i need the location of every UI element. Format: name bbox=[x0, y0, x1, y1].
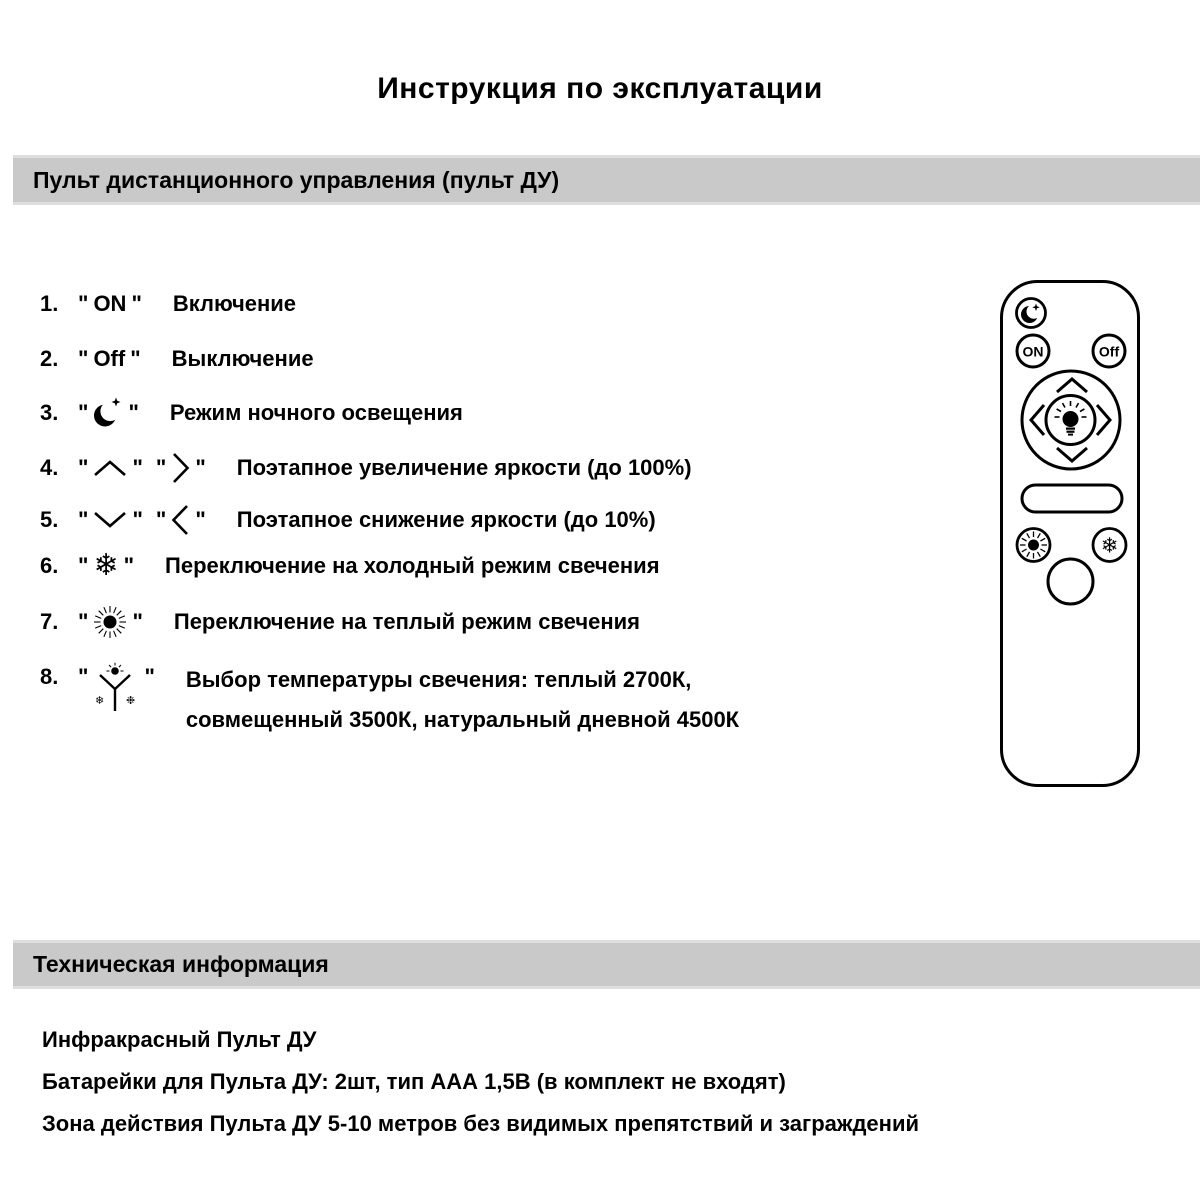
quote-mark: " bbox=[123, 553, 135, 578]
quote-mark: " bbox=[78, 507, 89, 532]
instruction-text-line1: Выбор температуры свечения: теплый 2700К, bbox=[185, 667, 692, 692]
item-number: 6. bbox=[40, 553, 59, 578]
remote-on-button bbox=[1017, 335, 1049, 367]
section-header-remote-label: Пульт дистанционного управления (пульт ДУ) bbox=[33, 166, 560, 193]
instruction-item-5 bbox=[40, 504, 656, 536]
tech-info-line-2: Батарейки для Пульта ДУ: 2шт, тип ААА 1,5В (в комплект не входят) bbox=[42, 1069, 786, 1094]
quote-mark: " bbox=[78, 291, 89, 316]
section-header-remote bbox=[13, 155, 1200, 205]
button-label-on: ON bbox=[93, 291, 127, 316]
quote-mark: " bbox=[130, 346, 141, 371]
chevron-left-icon bbox=[171, 504, 190, 536]
instruction-text-line2: совмещенный 3500К, натуральный дневной 4500К bbox=[185, 707, 740, 732]
item-number: 8. bbox=[40, 664, 59, 689]
remote-dpad bbox=[1022, 371, 1120, 469]
svg-text:Off: Off bbox=[1098, 343, 1120, 360]
remote-warm-mode-button bbox=[1017, 529, 1050, 562]
remote-cold-mode-button bbox=[1093, 529, 1126, 562]
section-header-tech-label: Техническая информация bbox=[33, 951, 329, 977]
instruction-item-6 bbox=[40, 548, 660, 583]
page-title: Инструкция по эксплуатации bbox=[377, 72, 823, 105]
instruction-text bbox=[186, 660, 739, 740]
item-number: 4. bbox=[40, 455, 59, 480]
item-number: 1. bbox=[40, 291, 59, 316]
moon-star-icon bbox=[93, 396, 123, 429]
instruction-text: Поэтапное увеличение яркости (до 100%) bbox=[236, 455, 692, 480]
quote-mark: " bbox=[78, 399, 89, 425]
quote-mark: " bbox=[144, 664, 155, 689]
quote-mark: " bbox=[78, 553, 89, 578]
quote-mark: " bbox=[131, 291, 142, 316]
svg-text:❄: ❄ bbox=[1100, 533, 1119, 558]
remote-round-button bbox=[1048, 559, 1093, 604]
instruction-item-4 bbox=[40, 452, 692, 484]
instruction-text: Включение bbox=[172, 291, 297, 316]
sun-icon bbox=[93, 605, 127, 639]
item-number: 3. bbox=[40, 399, 59, 425]
instruction-text: Переключение на холодный режим свечения bbox=[165, 553, 660, 578]
quote-mark: " bbox=[78, 455, 89, 480]
section-header-tech bbox=[13, 940, 1200, 989]
svg-text:❄: ❄ bbox=[95, 694, 105, 707]
instruction-text: Режим ночного освещения bbox=[169, 399, 463, 425]
instruction-item-1 bbox=[40, 291, 296, 317]
remote-control-illustration bbox=[1000, 280, 1140, 787]
chevron-down-icon bbox=[93, 511, 127, 529]
tech-info-line-3: Зона действия Пульта ДУ 5-10 метров без видимых препятствий и заграждений bbox=[42, 1111, 920, 1136]
remote-pill-button bbox=[1022, 485, 1122, 512]
item-number: 5. bbox=[40, 507, 59, 532]
quote-mark: " bbox=[195, 455, 206, 480]
instruction-text: Переключение на теплый режим свечения bbox=[173, 609, 641, 634]
quote-mark: " bbox=[78, 609, 89, 634]
item-number: 2. bbox=[40, 346, 59, 371]
quote-mark: " bbox=[128, 399, 139, 425]
instruction-item-7 bbox=[40, 605, 640, 639]
quote-mark: " bbox=[132, 609, 143, 634]
quote-mark: " bbox=[132, 507, 143, 532]
remote-night-mode-button bbox=[1017, 299, 1046, 328]
quote-mark: " bbox=[78, 346, 89, 371]
color-temperature-select-icon bbox=[93, 662, 139, 714]
tech-info-line-1: Инфракрасный Пульт ДУ bbox=[42, 1027, 317, 1052]
instruction-text: Поэтапное снижение яркости (до 10%) bbox=[236, 507, 656, 532]
svg-text:❉: ❉ bbox=[126, 694, 136, 707]
instruction-text: Выключение bbox=[171, 346, 314, 371]
item-number: 7. bbox=[40, 609, 59, 634]
chevron-right-icon bbox=[171, 452, 190, 484]
instruction-item-8 bbox=[40, 660, 739, 740]
quote-mark: " bbox=[78, 664, 89, 689]
quote-mark: " bbox=[132, 455, 143, 480]
snowflake-icon: ❄ bbox=[93, 548, 119, 583]
button-label-off: Off bbox=[93, 346, 126, 371]
remote-off-button bbox=[1093, 335, 1125, 367]
chevron-up-icon bbox=[93, 459, 127, 477]
quote-mark: " bbox=[155, 507, 167, 532]
quote-mark: " bbox=[155, 455, 167, 480]
instruction-item-3 bbox=[40, 396, 463, 429]
instruction-item-2 bbox=[40, 346, 314, 372]
svg-text:ON: ON bbox=[1022, 343, 1044, 360]
quote-mark: " bbox=[195, 507, 206, 532]
